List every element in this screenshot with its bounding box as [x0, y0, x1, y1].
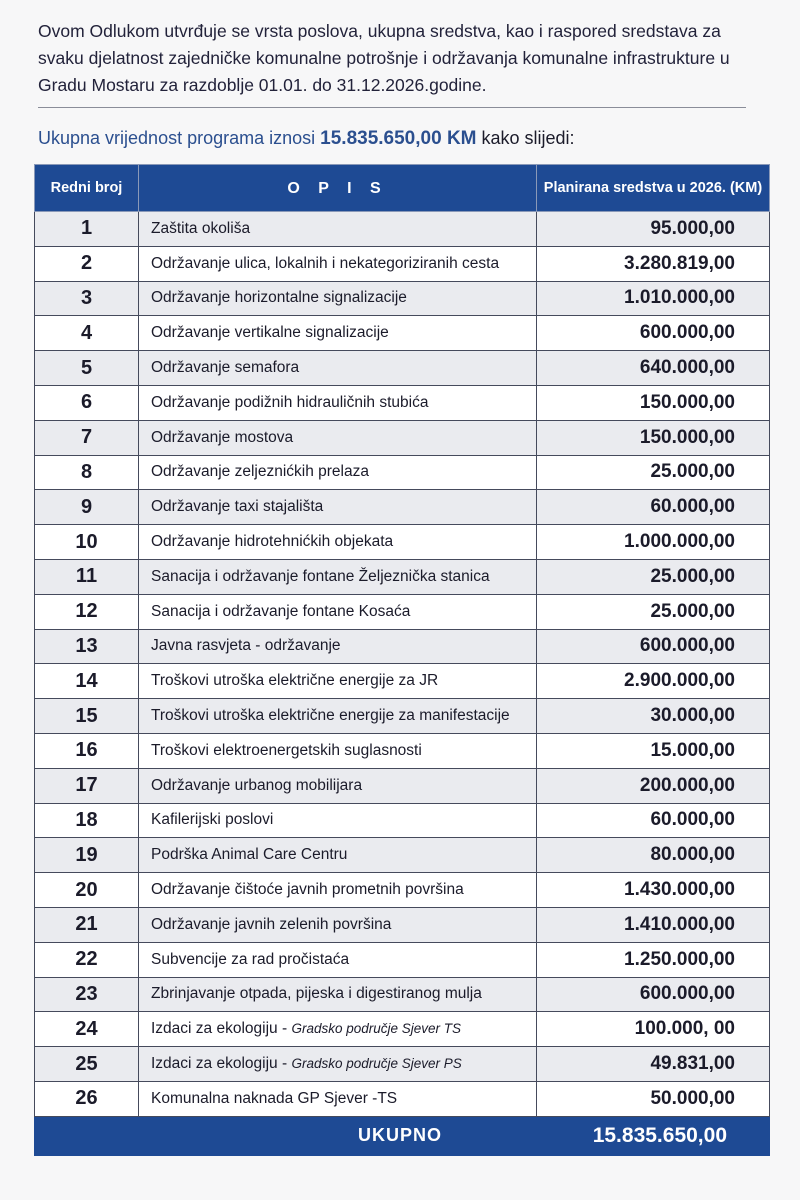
total-spacer	[35, 1116, 139, 1155]
row-description-text: Održavanje semafora	[151, 359, 300, 377]
row-description-text: Sanacija i održavanje fontane Kosaća	[151, 602, 411, 620]
row-number: 16	[35, 733, 139, 768]
row-description-text: Troškovi elektroenergetskih suglasnosti	[151, 741, 422, 759]
row-description	[139, 316, 537, 351]
row-amount: 25.000,00	[537, 455, 770, 490]
row-description	[139, 768, 537, 803]
row-amount: 80.000,00	[537, 838, 770, 873]
row-description-text: Održavanje vertikalne signalizacije	[151, 324, 389, 342]
row-description-text: Zaštita okoliša	[151, 219, 251, 237]
program-total-amount: 15.835.650,00 KM	[320, 128, 477, 149]
table-row	[35, 873, 770, 908]
row-number: 3	[35, 281, 139, 316]
table-row	[35, 455, 770, 490]
row-description-text: Održavanje taxi stajališta	[151, 498, 324, 516]
row-number: 1	[35, 212, 139, 247]
row-number: 20	[35, 873, 139, 908]
row-description	[139, 977, 537, 1012]
row-amount: 600.000,00	[537, 977, 770, 1012]
row-description	[139, 420, 537, 455]
row-description	[139, 559, 537, 594]
row-number: 5	[35, 351, 139, 386]
row-description-text: Održavanje zeljeznićkih prelaza	[151, 463, 369, 481]
row-description-text: Kafilerijski poslovi	[151, 811, 274, 829]
divider-line	[38, 107, 746, 108]
row-number: 7	[35, 420, 139, 455]
table-row	[35, 385, 770, 420]
row-description-text: Održavanje podižnih hidrauličnih stubića	[151, 393, 429, 411]
table-row	[35, 212, 770, 247]
row-description-text: Troškovi utroška električne energije za manifestacije	[151, 707, 510, 725]
row-number: 18	[35, 803, 139, 838]
table-row	[35, 768, 770, 803]
row-number: 15	[35, 699, 139, 734]
row-amount: 600.000,00	[537, 316, 770, 351]
table-row	[35, 246, 770, 281]
table-row	[35, 559, 770, 594]
row-description	[139, 873, 537, 908]
table-row	[35, 316, 770, 351]
row-amount: 95.000,00	[537, 212, 770, 247]
table-row	[35, 1047, 770, 1082]
row-description-text: Održavanje ulica, lokalnih i nekategoriziranih cesta	[151, 254, 500, 272]
row-description	[139, 699, 537, 734]
intro-paragraph: Ovom Odlukom utvrđuje se vrsta poslova, ukupna sredstva, kao i raspored sredstava za svaku djelatnost zajedničke komunalne potrošnje i održavanja komunalne infrastrukture u Gradu Mostaru za razdoblje 01.01. do 31.12.2026.godine.	[38, 21, 730, 95]
total-amount: 15.835.650,00	[537, 1116, 770, 1155]
table-row	[35, 838, 770, 873]
row-description-text: Održavanje hidrotehnićkih objekata	[151, 533, 394, 551]
row-amount: 60.000,00	[537, 490, 770, 525]
table-row	[35, 907, 770, 942]
row-description	[139, 594, 537, 629]
row-description-text: Komunalna naknada GP Sjever -TS	[151, 1089, 398, 1107]
row-description-text: Javna rasvjeta - održavanje	[151, 637, 341, 655]
row-amount: 25.000,00	[537, 559, 770, 594]
table-row	[35, 977, 770, 1012]
row-description	[139, 246, 537, 281]
row-description	[139, 664, 537, 699]
row-amount: 150.000,00	[537, 385, 770, 420]
table-row	[35, 1012, 770, 1047]
row-number: 11	[35, 559, 139, 594]
table-row	[35, 490, 770, 525]
row-description-text: Održavanje čištoće javnih prometnih površina	[151, 881, 464, 899]
table-row	[35, 629, 770, 664]
row-amount: 1.250.000,00	[537, 942, 770, 977]
row-amount: 25.000,00	[537, 594, 770, 629]
row-description	[139, 629, 537, 664]
row-number: 10	[35, 525, 139, 560]
table-row	[35, 942, 770, 977]
row-number: 19	[35, 838, 139, 873]
row-amount: 30.000,00	[537, 699, 770, 734]
row-description	[139, 212, 537, 247]
row-description	[139, 490, 537, 525]
table-row	[35, 351, 770, 386]
total-row	[35, 1116, 770, 1155]
row-description-text: Održavanje horizontalne signalizacije	[151, 289, 407, 307]
row-description-text: Održavanje urbanog mobilijara	[151, 776, 363, 794]
total-label: UKUPNO	[139, 1116, 537, 1155]
row-description	[139, 281, 537, 316]
row-number: 14	[35, 664, 139, 699]
row-amount: 640.000,00	[537, 351, 770, 386]
program-total-prefix: Ukupna vrijednost programa iznosi	[38, 128, 316, 148]
table-row	[35, 803, 770, 838]
table-row	[35, 594, 770, 629]
program-total-line	[38, 128, 575, 150]
row-amount: 60.000,00	[537, 803, 770, 838]
row-number: 9	[35, 490, 139, 525]
row-amount: 1.410.000,00	[537, 907, 770, 942]
row-number: 23	[35, 977, 139, 1012]
row-number: 4	[35, 316, 139, 351]
row-description-note: Gradsko područje Sjever PS	[291, 1056, 462, 1072]
row-amount: 1.430.000,00	[537, 873, 770, 908]
row-amount: 49.831,00	[537, 1047, 770, 1082]
table-row	[35, 733, 770, 768]
row-description	[139, 351, 537, 386]
row-description-text: Troškovi utroška električne energije za JR	[151, 672, 439, 690]
table-row	[35, 699, 770, 734]
row-number: 12	[35, 594, 139, 629]
row-description: Izdaci za ekologiju - Gradsko područje Sjever TS	[139, 1012, 537, 1047]
table-row	[35, 525, 770, 560]
row-description-text: Subvencije za rad pročistaća	[151, 950, 350, 968]
row-description-text: Izdaci za ekologiju	[151, 1055, 278, 1073]
row-number: 6	[35, 385, 139, 420]
table-row	[35, 420, 770, 455]
row-number: 22	[35, 942, 139, 977]
row-number: 21	[35, 907, 139, 942]
header-amount: Planirana sredstva u 2026. (KM)	[537, 165, 770, 212]
row-description-text: Održavanje mostova	[151, 428, 294, 446]
row-description-text: Održavanje javnih zelenih površina	[151, 915, 392, 933]
row-description	[139, 803, 537, 838]
row-number: 17	[35, 768, 139, 803]
row-description	[139, 942, 537, 977]
row-number: 24	[35, 1012, 139, 1047]
row-number: 26	[35, 1081, 139, 1116]
row-description-text: Podrška Animal Care Centru	[151, 846, 348, 864]
row-amount: 600.000,00	[537, 629, 770, 664]
row-description-text: Sanacija i održavanje fontane Željeznička stanica	[151, 567, 490, 585]
header-number: Redni broj	[35, 165, 139, 212]
row-description	[139, 455, 537, 490]
table-header-row	[35, 165, 770, 212]
row-description-note: Gradsko područje Sjever TS	[291, 1021, 462, 1037]
table-row	[35, 1081, 770, 1116]
row-number: 13	[35, 629, 139, 664]
row-amount: 150.000,00	[537, 420, 770, 455]
row-amount: 15.000,00	[537, 733, 770, 768]
table-row	[35, 281, 770, 316]
row-description	[139, 838, 537, 873]
row-amount: 1.010.000,00	[537, 281, 770, 316]
row-amount: 50.000,00	[537, 1081, 770, 1116]
table-row	[35, 664, 770, 699]
row-description: Izdaci za ekologiju - Gradsko područje Sjever PS	[139, 1047, 537, 1082]
row-amount: 100.000, 00	[537, 1012, 770, 1047]
row-number: 2	[35, 246, 139, 281]
row-description	[139, 525, 537, 560]
row-description	[139, 733, 537, 768]
row-description-text: Zbrinjavanje otpada, pijeska i digestiranog mulja	[151, 985, 482, 1003]
row-description	[139, 1081, 537, 1116]
row-description	[139, 907, 537, 942]
program-total-suffix: kako slijedi:	[481, 128, 575, 148]
row-description	[139, 385, 537, 420]
row-amount: 2.900.000,00	[537, 664, 770, 699]
row-amount: 200.000,00	[537, 768, 770, 803]
program-table	[34, 164, 770, 1156]
row-amount: 3.280.819,00	[537, 246, 770, 281]
row-amount: 1.000.000,00	[537, 525, 770, 560]
row-number: 25	[35, 1047, 139, 1082]
header-description: O P I S	[139, 165, 537, 212]
row-description-text: Izdaci za ekologiju	[151, 1020, 278, 1038]
row-number: 8	[35, 455, 139, 490]
